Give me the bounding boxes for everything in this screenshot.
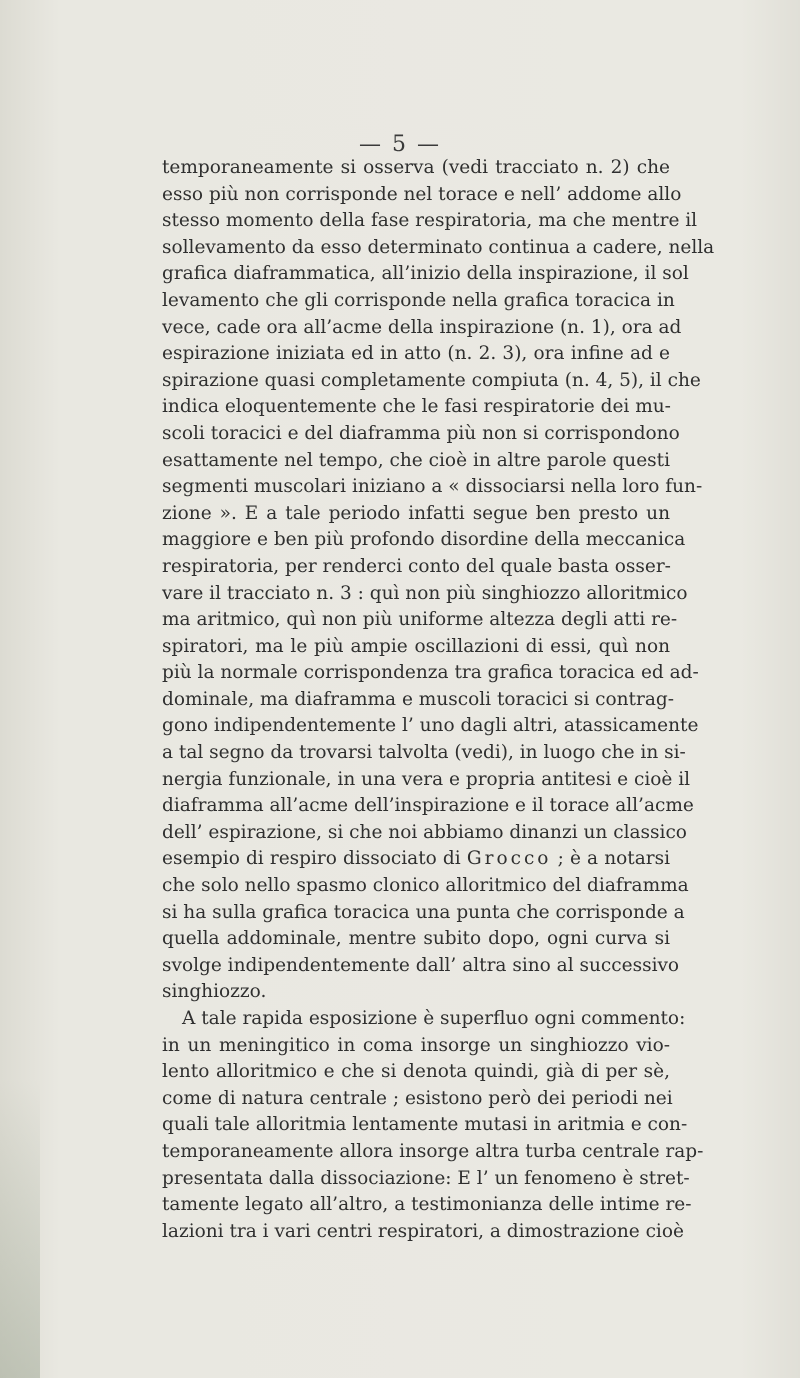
text-line: dominale, ma diaframma e muscoli toracici si contrag-	[162, 688, 674, 710]
text-line: vare il tracciato n. 3 : quì non più singhiozzo alloritmico	[162, 582, 688, 604]
paragraph-1	[162, 155, 715, 1006]
text-line: quali tale alloritmia lentamente mutasi in aritmia e con-	[162, 1114, 688, 1136]
text-line: presentata dalla dissociazione: E l’ un fenomeno è stret-	[162, 1167, 690, 1189]
paragraph-2	[162, 1006, 704, 1245]
text-line: nergia funzionale, in una vera e propria antitesi e cioè il	[162, 768, 691, 790]
text-line: esso più non corrisponde nel torace e nell’ addome allo	[162, 183, 682, 205]
text-line: svolge indipendentemente dall’ altra sino al successivo	[162, 954, 680, 976]
text-line: esattamente nel tempo, che cioè in altre parole questi	[162, 449, 670, 471]
text-line: spiratori, ma le più ampie oscillazioni di essi, quì non	[162, 635, 670, 657]
text-line: come di natura centrale ; esistono però dei periodi nei	[162, 1087, 673, 1109]
text-line: vece, cade ora all’acme della inspirazione (n. 1), ora ad	[162, 316, 682, 338]
text-line: dell’ espirazione, si che noi abbiamo dinanzi un classico	[162, 821, 687, 843]
text-line: che solo nello spasmo clonico alloritmico del diaframma	[162, 875, 689, 897]
text-line: tamente legato all’altro, a testimonianza delle intime re-	[162, 1194, 692, 1216]
author-name: Grocco	[466, 848, 552, 870]
text-line-with-author	[162, 846, 670, 873]
text-line: segmenti muscolari iniziano a « dissociarsi nella loro fun-	[162, 476, 703, 498]
text-line: quella addominale, mentre subito dopo, ogni curva si	[162, 928, 670, 950]
text-line: temporaneamente si osserva (vedi tracciato n. 2) che	[162, 157, 670, 178]
text-line: ma aritmico, quì non più uniforme altezza degli atti re-	[162, 609, 678, 631]
text-line: zione ». E a tale periodo infatti segue ben presto un	[162, 502, 670, 524]
text-line: temporaneamente allora insorge altra turba centrale rap-	[162, 1140, 704, 1162]
text-line: singhiozzo.	[162, 981, 267, 1003]
text-line: levamento che gli corrisponde nella grafica toracica in	[162, 289, 675, 311]
text-fragment: ; è a notarsi	[557, 848, 670, 870]
text-line: stesso momento della fase respiratoria, ma che mentre il	[162, 210, 698, 232]
text-fragment: esempio di respiro dissociato di	[162, 848, 461, 870]
text-line: sollevamento da esso determinato continua a cadere, nella	[162, 236, 715, 258]
text-line: grafica diaframmatica, all’inizio della inspirazione, il sol	[162, 263, 689, 285]
page-number: — 5 —	[359, 132, 441, 157]
text-line: spirazione quasi completamente compiuta (n. 4, 5), il che	[162, 369, 701, 391]
text-line: diaframma all’acme dell’inspirazione e il torace all’acme	[162, 795, 694, 817]
text-line: maggiore e ben più profondo disordine della meccanica	[162, 529, 686, 551]
text-line: si ha sulla grafica toracica una punta che corrisponde a	[162, 901, 685, 923]
page-edge-stain	[0, 1078, 40, 1378]
text-line: A tale rapida esposizione è superfluo ogni commento:	[182, 1008, 686, 1029]
text-line: a tal segno da trovarsi talvolta (vedi), in luogo che in si-	[162, 742, 686, 764]
text-line: lento alloritmico e che si denota quindi, già di per sè,	[162, 1061, 670, 1083]
text-line: gono indipendentemente l’ uno dagli altri, atassicamente	[162, 715, 699, 737]
text-line: più la normale corrispondenza tra grafica toracica ed ad-	[162, 662, 699, 684]
body-text	[162, 155, 715, 1245]
text-line: espirazione iniziata ed in atto (n. 2. 3), ora infine ad e	[162, 343, 670, 365]
text-line: respiratoria, per renderci conto del quale basta osser-	[162, 555, 671, 577]
text-line: in un meningitico in coma insorge un singhiozzo vio-	[162, 1034, 670, 1056]
text-line: scoli toracici e del diaframma più non si corrispondono	[162, 422, 680, 444]
text-line: lazioni tra i vari centri respiratori, a dimostrazione cioè	[162, 1220, 684, 1242]
text-line: indica eloquentemente che le fasi respiratorie dei mu-	[162, 396, 671, 418]
